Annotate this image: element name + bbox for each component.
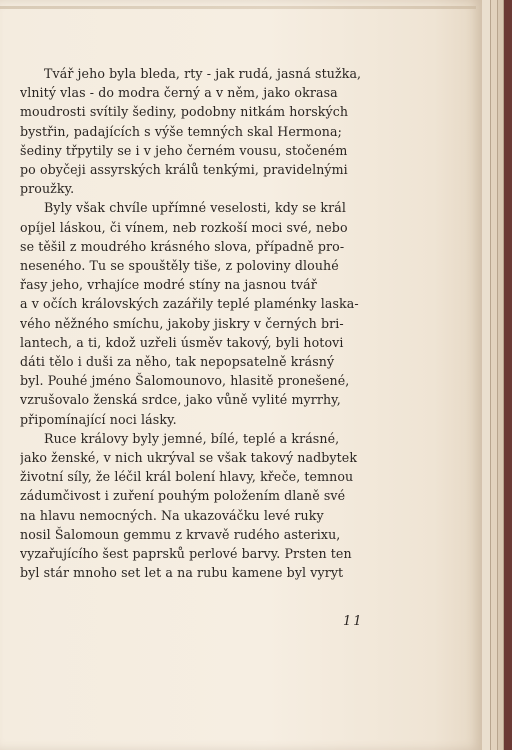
text-line: životní síly, že léčil král bolení hlavy, křeče, temnou xyxy=(20,469,354,485)
body-text xyxy=(20,64,378,582)
paragraph-2 xyxy=(20,198,378,428)
text-line: bystřin, padajících s výše temných skal Hermona; xyxy=(20,123,342,139)
text-line: opíjel láskou, či vínem, neb rozkoší moci své, nebo xyxy=(20,219,348,235)
text-line: jako ženské, v nich ukrýval se však takový nadbytek xyxy=(20,450,358,466)
text-line: Byly však chvíle upřímné veselosti, kdy se král xyxy=(44,200,347,216)
text-line: nosil Šalomoun gemmu z krvavě rudého asterixu, xyxy=(20,526,341,542)
text-line: připomínající noci lásky. xyxy=(20,411,177,427)
paragraph-1 xyxy=(20,64,378,198)
text-line: vlnitý vlas - do modra černý a v něm, jako okrasa xyxy=(20,85,338,101)
page-number: 11 xyxy=(343,614,364,629)
text-line: šediny třpytily se i v jeho černém vousu, stočeném xyxy=(20,142,348,158)
text-line: moudrosti svítily šediny, podobny nitkám horských xyxy=(20,104,349,120)
text-line: Ruce královy byly jemné, bílé, teplé a krásné, xyxy=(44,430,340,446)
text-line: po obyčeji assyrských králů tenkými, pravidelnými xyxy=(20,162,348,178)
text-line: byl stár mnoho set let a na rubu kamene byl vyryt xyxy=(20,565,344,581)
text-line: řasy jeho, vrhajíce modré stíny na jasnou tvář xyxy=(20,277,317,293)
text-line: a v očích královských zazářily teplé plaménky laska- xyxy=(20,296,359,312)
text-line: dáti tělo i duši za něho, tak nepopsatelně krásný xyxy=(20,354,335,370)
paragraph-3 xyxy=(20,429,378,583)
text-line: vyzařujícího šest paprsků perlové barvy. Prsten ten xyxy=(20,546,352,562)
text-line: vzrušovalo ženská srdce, jako vůně vylité myrrhy, xyxy=(20,392,341,408)
text-line: se těšil z moudrého krásného slova, případně pro- xyxy=(20,238,345,254)
text-line: lantech, a ti, kdož uzřeli úsměv takový, byli hotovi xyxy=(20,334,344,350)
text-line: Tvář jeho byla bleda, rty - jak rudá, jasná stužka, xyxy=(44,66,362,81)
text-line: vého něžného smíchu, jakoby jiskry v černých bri- xyxy=(20,315,344,331)
text-line: zádumčivost i zuření pouhým položením dlaně své xyxy=(20,488,346,504)
text-line: na hlavu nemocných. Na ukazováčku levé ruky xyxy=(20,507,324,523)
text-line: proužky. xyxy=(20,181,75,197)
text-line: byl. Pouhé jméno Šalomounovo, hlasitě pronešené, xyxy=(20,373,350,389)
text-line: neseného. Tu se spouštěly tiše, z poloviny dlouhé xyxy=(20,258,339,274)
